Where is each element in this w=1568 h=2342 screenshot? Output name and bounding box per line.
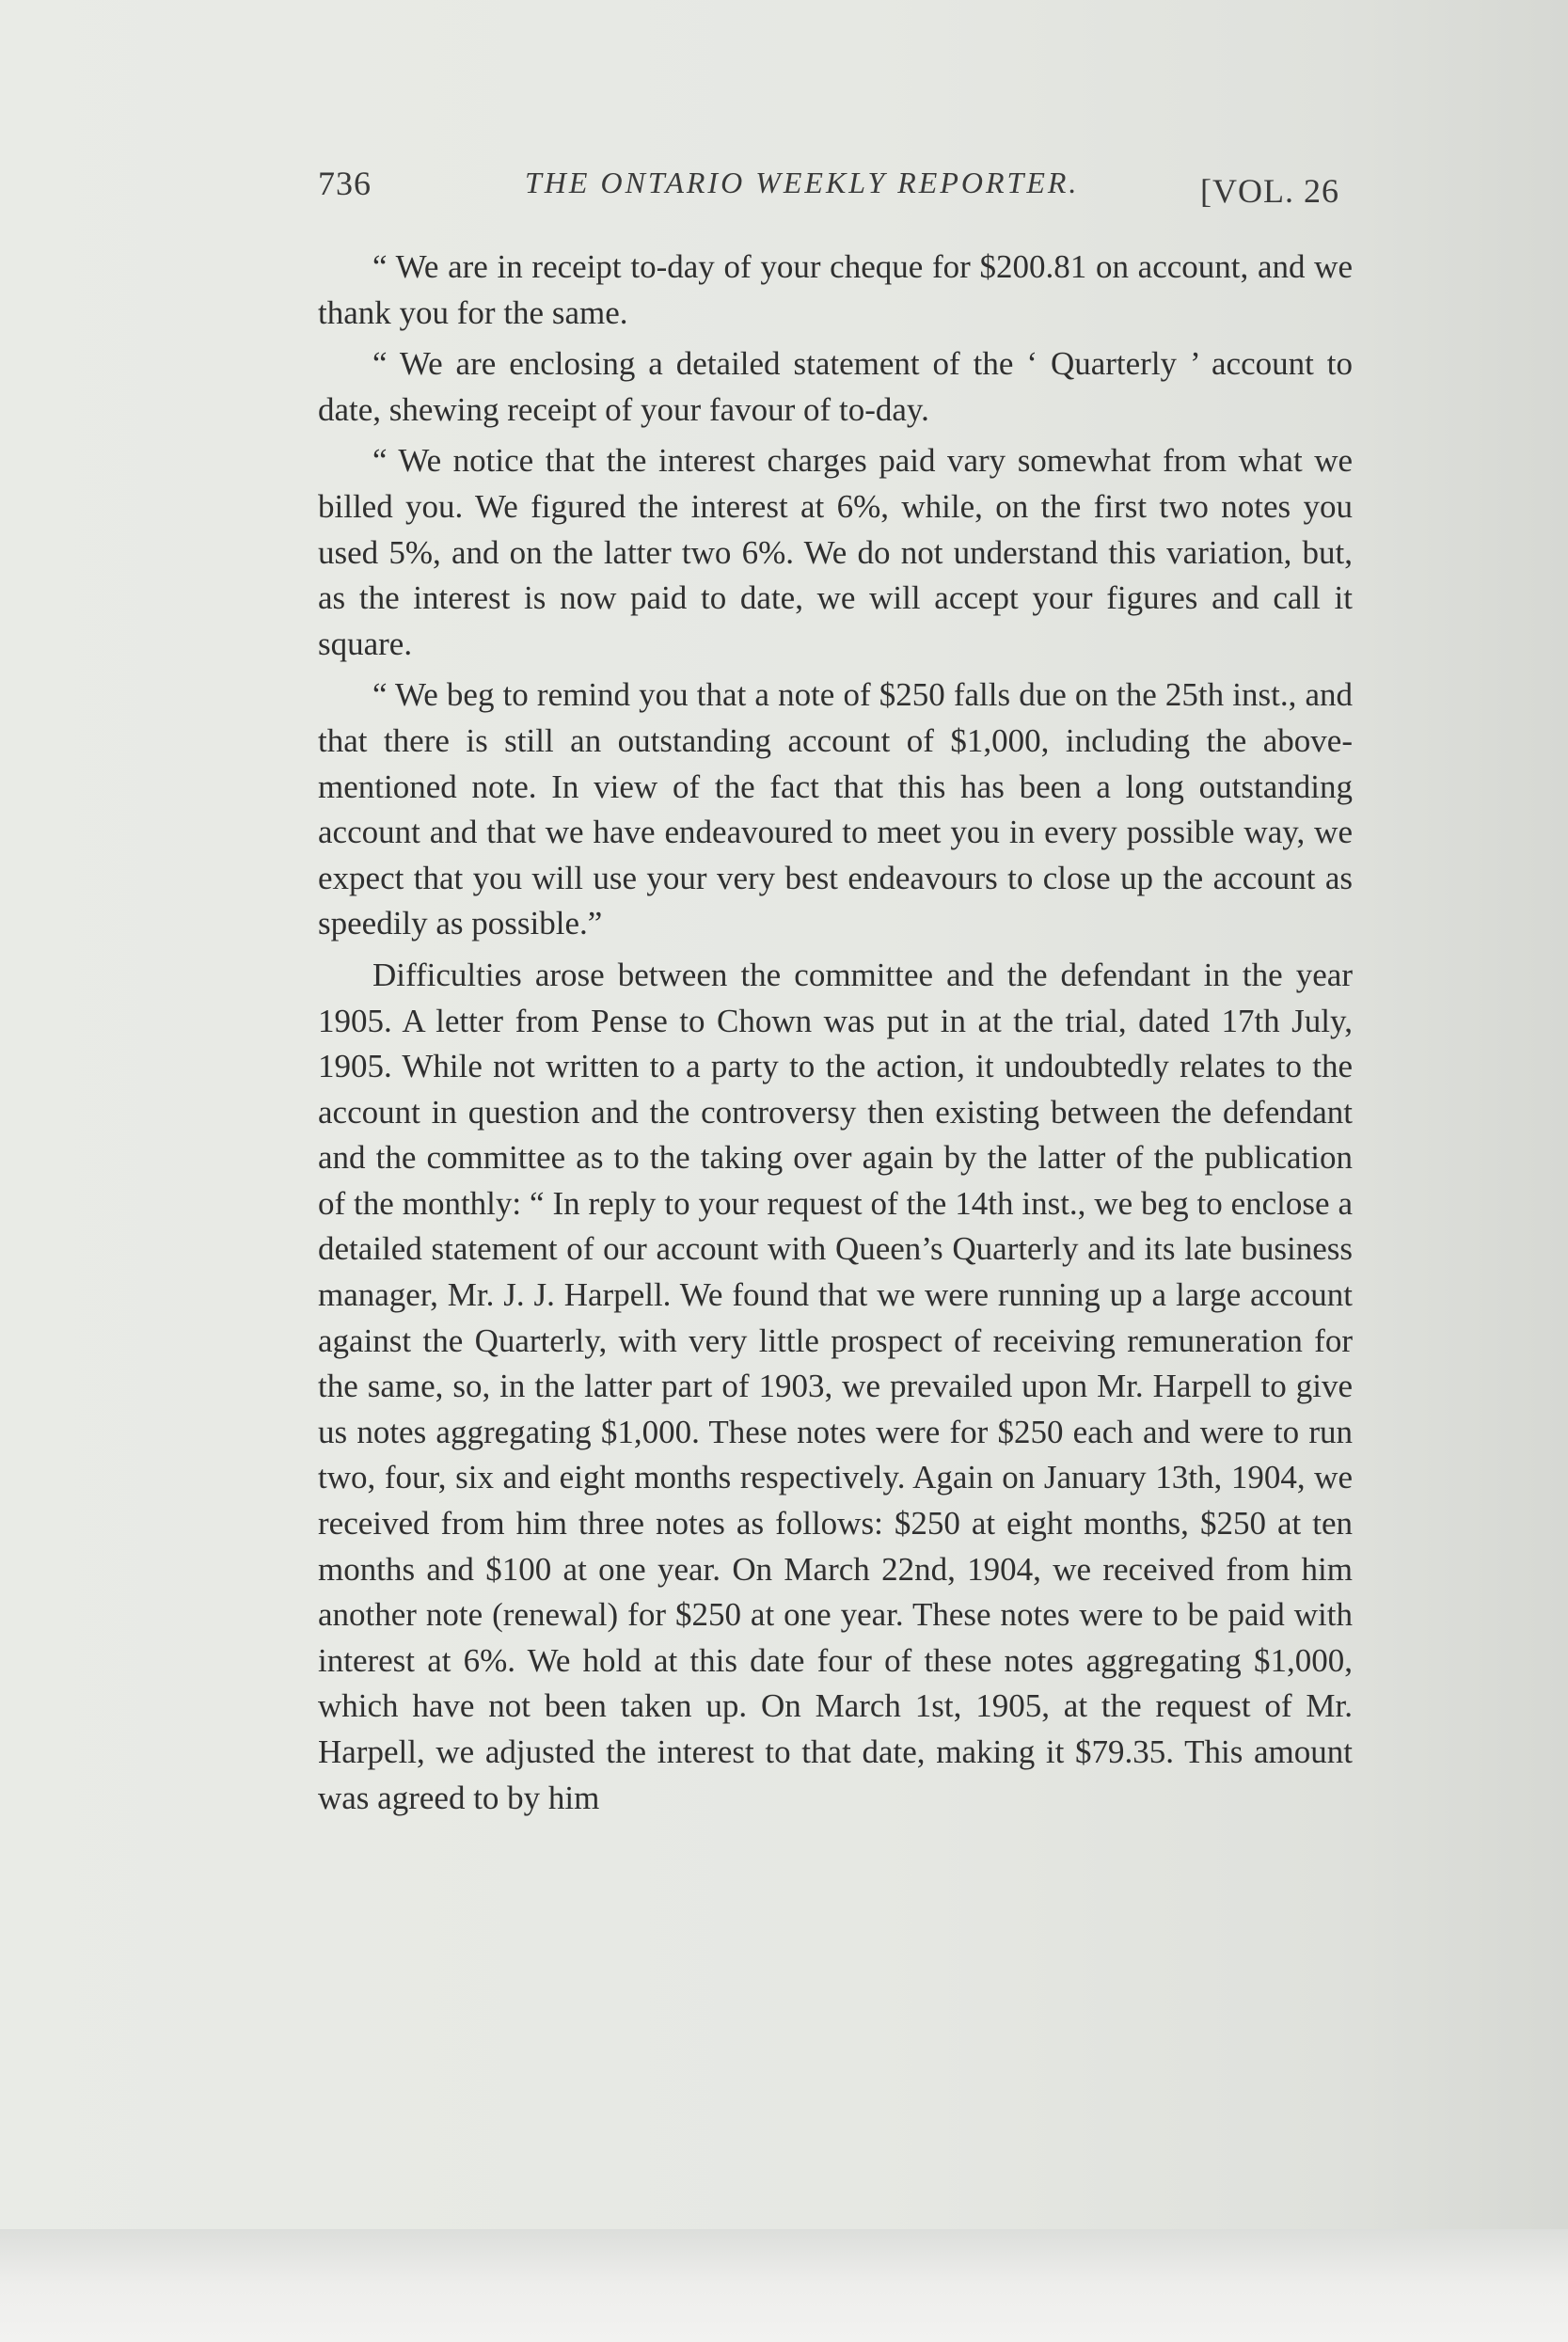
volume-label: [VOL. 26 xyxy=(1200,172,1339,210)
page-number: 736 xyxy=(318,165,372,202)
paragraph-interest-charges: “ We notice that the interest charges paid vary somewhat from what we billed you. We figured the interest at 6%, while, on the first two notes you used 5%, and on the latter two 6%. We do not understand this variation, but, as the interest is now paid to date, we will accept your figures and call it square. xyxy=(318,442,1353,662)
paragraph-note-reminder: “ We beg to remind you that a note of $250 falls due on the 25th inst., and that there is still an outstanding account of $1,000, including the above-mentioned note. In view of the fact that this has been a long outstanding account and that we have endeavoured to meet you in every possible way, we expect that you will use your very best endeavours to close up the account as speedily as possible.” xyxy=(318,676,1353,942)
running-title: THE ONTARIO WEEKLY REPORTER. xyxy=(525,166,1080,199)
paragraph-cheque-receipt: “ We are in receipt to-day of your cheque for $200.81 on account, and we thank you for the same. xyxy=(318,248,1353,331)
paragraph-difficulties: Difficulties arose between the committee and the defendant in the year 1905. A letter from Pense to Chown was put in at the trial, dated 17th July, 1905. While not written to a party to the action, it undoubtedly relates to the account in question and the controversy then existing between the defendant and the committee as to the taking over again by the latter of the publication of the monthly: “ In reply to your request of the 14th inst., we beg to enclose a detailed statement of our account with Queen’s Quarterly and its late business manager, Mr. J. J. Harpell. We found that we were running up a large account against the Quarterly, with very little prospect of receiving remuneration for the same, so, in the latter part of 1903, we prevailed upon Mr. Harpell to give us notes aggregating $1,000. These notes were for $250 each and were to run two, four, six and eight months respectively. Again on January 13th, 1904, we received from him three notes as follows: $250 at eight months, $250 at ten months and $100 at one year. On March 22nd, 1904, we received from him another note (renewal) for $250 at one year. These notes were to be paid with interest at 6%. We hold at this date four of these notes aggregating $1,000, which have not been taken up. On March 1st, 1905, at the request of Mr. Harpell, we adjusted the interest to that date, making it $79.35. This amount was agreed to by him xyxy=(318,956,1353,1816)
scan-bottom-edge xyxy=(0,2229,1568,2342)
body-text xyxy=(318,245,1353,1827)
page-header xyxy=(318,158,1353,214)
paragraph-enclosed-statement: “ We are enclosing a detailed statement of the ‘ Quarterly ’ account to date, shewing receipt of your favour of to-day. xyxy=(318,345,1353,428)
